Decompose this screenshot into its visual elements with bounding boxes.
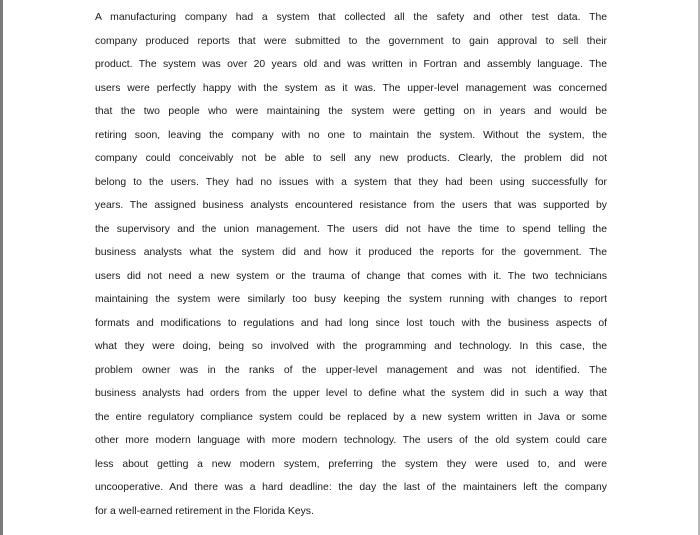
paragraph-line: formats and modifications to regulations and had long since lost touch with the business aspects of <box>95 317 607 329</box>
paragraph-line: company produced reports that were submitted to the government to gain approval to sell their <box>95 35 607 47</box>
paragraph-line: years. The assigned business analysts encountered resistance from the users that was supported by <box>95 200 607 211</box>
paragraph <box>95 6 607 523</box>
paragraph-line: problem owner was in the ranks of the upper-level management and was not identified. The <box>95 364 607 376</box>
paragraph-line: company could conceivably not be able to sell any new products. Clearly, the problem did not <box>95 153 607 164</box>
paragraph-line: uncooperative. And there was a hard deadline: the day the last of the maintainers left the company <box>95 482 607 493</box>
paragraph-line: other more modern language with more modern technology. The users of the old system could care <box>95 435 607 446</box>
paragraph-line: business analysts had orders from the upper level to define what the system did in such a way that <box>95 388 607 399</box>
paragraph-line: product. The system was over 20 years old and was written in Fortran and assembly language. The <box>95 59 607 70</box>
paragraph-line: business analysts what the system did and how it produced the reports for the government. The <box>95 247 607 258</box>
paragraph-line: the entire regulatory compliance system could be replaced by a new system written in Java or some <box>95 411 607 423</box>
paragraph-line: A manufacturing company had a system that collected all the safety and other test data. The <box>95 12 607 23</box>
paragraph-line: maintaining the system were similarly too busy keeping the system running with changes to report <box>95 294 607 305</box>
paragraph-line: retiring soon, leaving the company with no one to maintain the system. Without the system, the <box>95 129 607 141</box>
paragraph-line: the supervisory and the union management. The users did not have the time to spend telling the <box>95 223 607 235</box>
paragraph-line: belong to the users. They had no issues with a system that they had been using successfully for <box>95 176 607 188</box>
paragraph-line: users did not need a new system or the trauma of change that comes with it. The two technicians <box>95 270 607 282</box>
paragraph-line: that the two people who were maintaining the system were getting on in years and would be <box>95 106 607 117</box>
paragraph-line: less about getting a new modern system, preferring the system they were used to, and were <box>95 458 607 470</box>
paragraph-line: what they were doing, being so involved with the programming and technology. In this case, the <box>95 341 607 352</box>
paragraph-line: users were perfectly happy with the system as it was. The upper-level management was concerned <box>95 82 607 94</box>
paragraph-line: for a well-earned retirement in the Florida Keys. <box>95 505 314 517</box>
left-border <box>0 0 3 535</box>
